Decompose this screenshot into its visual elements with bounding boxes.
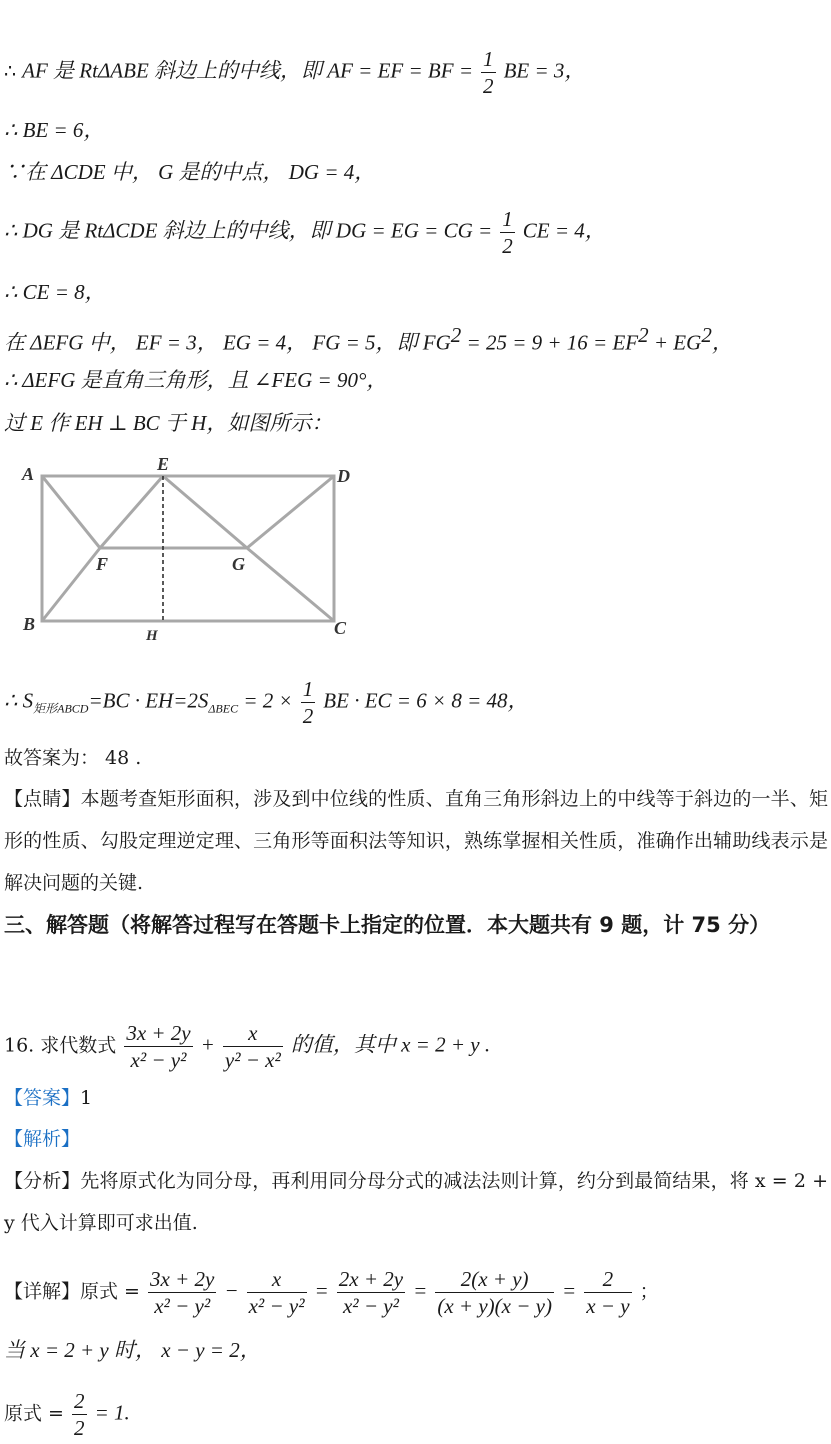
line-text: 16. 求代数式: [4, 1034, 117, 1057]
label-g: G: [232, 554, 245, 574]
superscript: 2: [701, 323, 712, 347]
subscript: ΔBEC: [208, 701, 239, 716]
fraction: [435, 1266, 554, 1319]
segment-fe: [100, 476, 163, 548]
fraction-num: 2(x + y): [435, 1266, 554, 1293]
fraction: [247, 1266, 307, 1319]
dianjing-paragraph: 【点睛】本题考查矩形面积，涉及到中位线的性质、直角三角形斜边上的中线等于斜边的一半、矩形的性质、勾股定理逆定理、三角形等面积法等知识，熟练掌握相关性质，准确作出辅助线表示是解决问题的关键.: [4, 788, 828, 894]
fraction: [72, 1388, 87, 1441]
operator: =: [562, 1278, 577, 1303]
operator: −: [224, 1278, 239, 1303]
answer-value: 1: [80, 1087, 93, 1109]
superscript: 2: [450, 323, 462, 347]
line-text: AF 是 RtΔABE 斜边上的中线，即 AF = EF = BF =: [22, 58, 473, 83]
analysis-tag: 【解析】: [4, 1128, 81, 1150]
label-h: H: [146, 628, 158, 644]
label-c: C: [334, 618, 347, 638]
fraction-den: x² − y²: [342, 1294, 399, 1318]
fraction-den: x² − y²: [130, 1048, 187, 1072]
line-text: CE = 4，: [522, 218, 606, 243]
fraction-num: 1: [483, 47, 494, 71]
xiangjie-line: [4, 1266, 659, 1319]
line-text: = 2 ×: [238, 688, 293, 713]
line-text: 在 ΔEFG 中， EF = 3， EG = 4， FG = 5，即 FG: [4, 330, 451, 355]
fraction-num: 1: [502, 207, 513, 231]
fraction-num: 1: [302, 677, 314, 701]
line-efg: [4, 323, 733, 355]
fraction: [337, 1266, 405, 1319]
fraction: [584, 1266, 631, 1319]
label-d: D: [337, 466, 350, 486]
line-dg-median: [4, 206, 606, 259]
fraction-num: 3x + 2y: [150, 1267, 215, 1291]
segment-gc: [247, 548, 334, 621]
label-b: B: [23, 614, 36, 634]
line-text: + EG: [648, 330, 702, 355]
line-text: =BC · EH=2S: [88, 688, 209, 713]
fraction-num: x: [247, 1266, 307, 1293]
segment-af: [42, 476, 100, 548]
segment-gd: [247, 476, 334, 548]
line-right-triangle: ∴ ΔEFG 是直角三角形，且 ∠FEG = 90°，: [4, 368, 388, 392]
label-a: A: [22, 464, 35, 484]
line-text: BE = 3，: [503, 58, 586, 83]
answer-line: [4, 1086, 92, 1110]
superscript: 2: [638, 323, 649, 347]
segment-fb: [42, 548, 100, 621]
line-text: 【详解】原式 =: [4, 1280, 140, 1303]
label-f: F: [96, 554, 109, 574]
line-text: ∴ DG 是 RtΔCDE 斜边上的中线，即 DG = EG = CG =: [4, 218, 493, 243]
fraction-den: y² − x²: [224, 1048, 281, 1072]
line-text: 原式 =: [4, 1402, 64, 1425]
fraction-num: x: [223, 1020, 283, 1047]
section-heading: 三、解答题（将解答过程写在答题卡上指定的位置．本大题共有 9 题，计 75 分）: [4, 913, 771, 937]
fenxi-paragraph: 【分析】先将原式化为同分母，再利用同分母分式的减法法则计算，约分到最简结果，将 x = 2 + y 代入计算即可求出值.: [4, 1170, 828, 1234]
segment-eg: [163, 476, 247, 548]
fraction-den: 2: [74, 1416, 85, 1440]
fraction-den: x − y: [586, 1294, 630, 1318]
operator: =: [314, 1278, 329, 1303]
fraction-half: [500, 206, 515, 259]
fraction-num: 2: [584, 1266, 631, 1293]
fraction-half: [301, 676, 316, 729]
fraction-den: (x + y)(x − y): [437, 1294, 552, 1318]
fraction-den: x² − y²: [248, 1294, 305, 1318]
therefore-symbol: ∴: [4, 60, 17, 83]
line-text: ，: [711, 330, 733, 355]
result-line: [4, 1388, 130, 1441]
line-area: [4, 676, 529, 729]
fraction-den: x² − y²: [154, 1294, 211, 1318]
line-text: = 1.: [94, 1400, 130, 1425]
line-text: ；: [639, 1280, 659, 1303]
line-text: ∴ S: [4, 688, 34, 713]
answer-tag: 【答案】: [4, 1087, 81, 1109]
fraction-den: 2: [502, 234, 513, 258]
fraction: [223, 1020, 283, 1073]
fraction-num: 3x + 2y: [126, 1021, 191, 1045]
line-draw-eh: 过 E 作 EH ⊥ BC 于 H，如图所示：: [4, 411, 333, 435]
fraction-den: 2: [483, 74, 494, 98]
fraction-num: 2x + 2y: [338, 1267, 404, 1291]
line-text: BE · EC = 6 × 8 = 48，: [323, 688, 529, 713]
subscript: 矩形ABCD: [33, 701, 89, 716]
question-16: [4, 1020, 490, 1073]
line-be: ∴ BE = 6，: [4, 118, 105, 142]
label-e: E: [157, 454, 170, 474]
line-af-median: [4, 46, 585, 99]
line-text: = 25 = 9 + 16 = EF: [461, 330, 639, 355]
line-answer-48: 故答案为： 48 .: [4, 747, 142, 769]
fraction-den: 2: [302, 704, 314, 728]
fraction-num: 2: [74, 1389, 85, 1413]
line-text: 的值，其中 x = 2 + y .: [290, 1032, 491, 1057]
fraction: [148, 1266, 216, 1319]
fraction-half: [481, 46, 496, 99]
operator: +: [200, 1032, 215, 1057]
line-ce: ∴ CE = 8，: [4, 280, 106, 304]
operator: =: [413, 1278, 428, 1303]
substitution-line: 当 x = 2 + y 时， x − y = 2，: [4, 1338, 261, 1362]
geometry-figure: [20, 452, 360, 646]
line-cde: ∵在 ΔCDE 中， G 是的中点， DG = 4，: [4, 160, 376, 184]
fraction: [124, 1020, 192, 1073]
